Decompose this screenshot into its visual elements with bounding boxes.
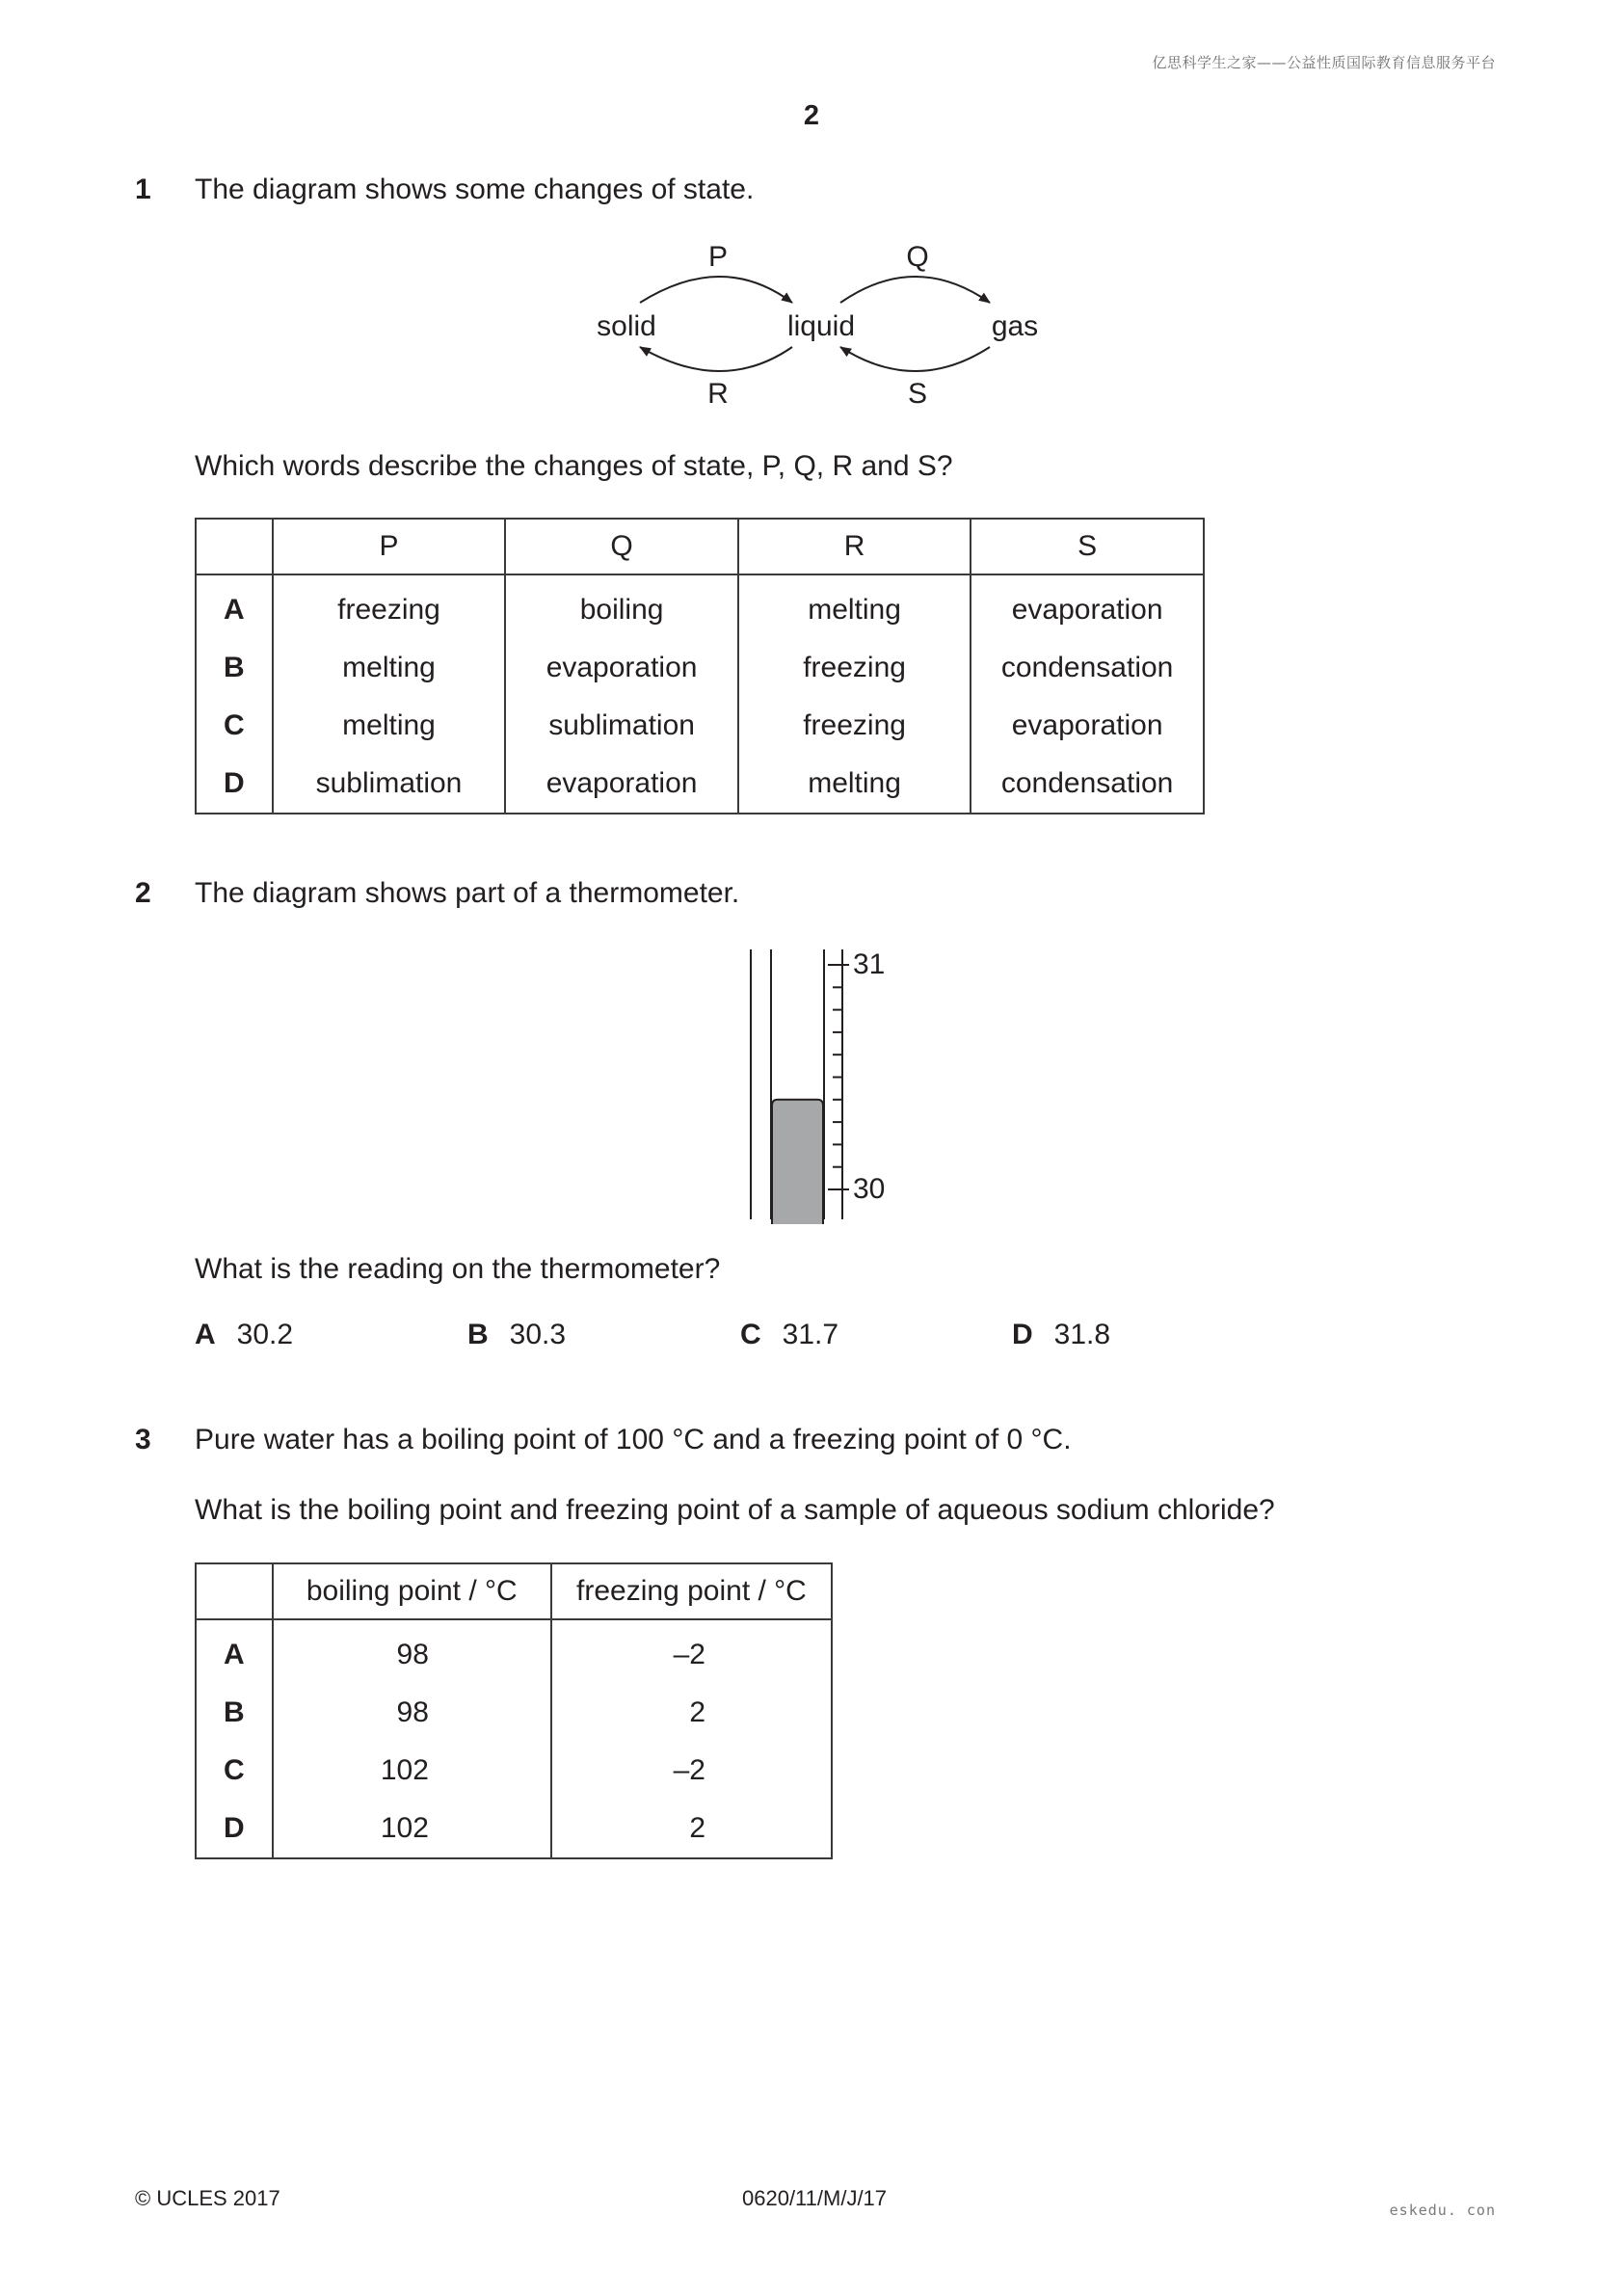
table-row	[196, 1619, 832, 1684]
option-letter: D	[196, 755, 273, 814]
table-header-row	[196, 519, 1204, 574]
table-cell: 2	[551, 1684, 832, 1742]
option-letter: C	[740, 1319, 761, 1350]
question-1-answer-table	[195, 518, 1205, 814]
state-gas-label: gas	[991, 310, 1039, 342]
thermometer-liquid-column	[772, 1100, 823, 1224]
option-letter: C	[196, 697, 273, 755]
table-row	[196, 574, 1204, 639]
table-cell: evaporation	[505, 755, 738, 814]
option-letter: D	[196, 1800, 273, 1858]
table-cell: 102	[273, 1800, 551, 1858]
question-1-text: The diagram shows some changes of state.	[195, 174, 755, 205]
table-cell: condensation	[971, 755, 1204, 814]
question-2-prompt: What is the reading on the thermometer?	[195, 1253, 721, 1285]
watermark-bottom: eskedu. con	[1389, 2202, 1496, 2219]
option-value: 30.2	[236, 1319, 294, 1350]
arrow-S-label: S	[907, 378, 928, 410]
table-row	[196, 1800, 832, 1858]
table-cell: –2	[551, 1742, 832, 1800]
table-header-cell	[196, 519, 273, 574]
table-header-cell: R	[738, 519, 971, 574]
table-cell: –2	[551, 1619, 832, 1684]
option-d	[1012, 1319, 1110, 1351]
table-cell: evaporation	[505, 639, 738, 697]
thermometer-scale-ticks	[828, 965, 849, 1189]
arrow-Q	[840, 277, 990, 303]
table-cell: freezing	[738, 697, 971, 755]
table-cell: 2	[551, 1800, 832, 1858]
option-letter: D	[1012, 1319, 1033, 1350]
table-header-cell: freezing point / °C	[551, 1563, 832, 1619]
option-letter: A	[196, 1619, 273, 1684]
table-cell: sublimation	[273, 755, 506, 814]
table-cell: 98	[273, 1684, 551, 1742]
option-a	[195, 1319, 293, 1351]
table-cell: evaporation	[971, 697, 1204, 755]
option-letter: A	[196, 574, 273, 639]
option-letter: B	[467, 1319, 489, 1350]
state-solid-label: solid	[597, 310, 656, 342]
option-letter: B	[196, 639, 273, 697]
thermometer-label-31: 31	[853, 948, 886, 980]
state-liquid-label: liquid	[786, 310, 856, 342]
table-cell: sublimation	[505, 697, 738, 755]
watermark-top: 亿思科学生之家——公益性质国际教育信息服务平台	[1152, 54, 1496, 71]
option-b	[467, 1319, 566, 1351]
table-cell: freezing	[273, 574, 506, 639]
table-header-cell: S	[971, 519, 1204, 574]
thermometer-label-30: 30	[853, 1173, 886, 1205]
page-number: 2	[803, 100, 820, 131]
table-header-cell	[196, 1563, 273, 1619]
table-cell: melting	[273, 697, 506, 755]
table-header-cell: P	[273, 519, 506, 574]
option-letter: C	[196, 1742, 273, 1800]
question-3-number: 3	[135, 1424, 151, 1455]
question-1-number: 1	[135, 174, 151, 205]
question-1-prompt: Which words describe the changes of state, P, Q, R and S?	[195, 450, 953, 482]
question-3-answer-table	[195, 1562, 833, 1859]
question-2-text: The diagram shows part of a thermometer.	[195, 877, 740, 909]
table-cell: 98	[273, 1619, 551, 1684]
table-cell: 102	[273, 1742, 551, 1800]
changes-of-state-diagram	[578, 231, 1060, 414]
table-row	[196, 755, 1204, 814]
arrow-P	[640, 277, 792, 303]
option-letter: A	[195, 1319, 216, 1350]
arrow-P-label: P	[707, 241, 729, 273]
option-value: 31.8	[1053, 1319, 1111, 1350]
option-letter: B	[196, 1684, 273, 1742]
table-cell: melting	[738, 574, 971, 639]
arrow-Q-label: Q	[906, 241, 929, 273]
option-value: 31.7	[782, 1319, 839, 1350]
table-cell: evaporation	[971, 574, 1204, 639]
option-value: 30.3	[509, 1319, 567, 1350]
footer-paper-code: 0620/11/M/J/17	[742, 2186, 888, 2210]
table-row	[196, 639, 1204, 697]
table-header-row	[196, 1563, 832, 1619]
table-cell: boiling	[505, 574, 738, 639]
question-3-prompt: What is the boiling point and freezing point of a sample of aqueous sodium chloride?	[195, 1494, 1275, 1526]
question-2-number: 2	[135, 877, 151, 909]
table-cell: freezing	[738, 639, 971, 697]
table-cell: melting	[738, 755, 971, 814]
arrow-R-label: R	[707, 378, 729, 410]
question-3-text: Pure water has a boiling point of 100 °C and a freezing point of 0 °C.	[195, 1424, 1072, 1455]
table-header-cell: Q	[505, 519, 738, 574]
arrow-S	[840, 347, 990, 371]
table-cell: condensation	[971, 639, 1204, 697]
thermometer-diagram	[742, 945, 916, 1224]
table-row	[196, 1684, 832, 1742]
table-cell: melting	[273, 639, 506, 697]
table-header-cell: boiling point / °C	[273, 1563, 551, 1619]
option-c	[740, 1319, 838, 1351]
table-row	[196, 1742, 832, 1800]
table-row	[196, 697, 1204, 755]
footer-copyright: © UCLES 2017	[135, 2186, 280, 2210]
arrow-R	[640, 347, 792, 371]
